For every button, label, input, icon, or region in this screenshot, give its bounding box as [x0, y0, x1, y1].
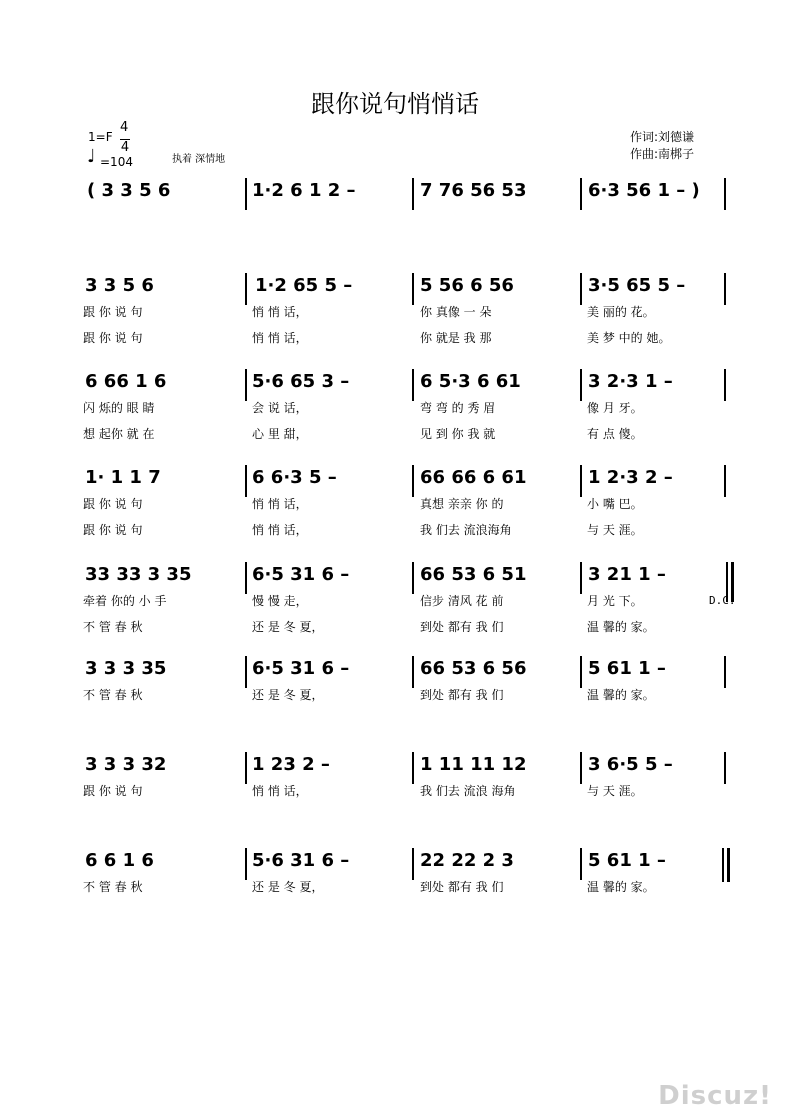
barline	[412, 369, 414, 401]
measure: 3 3 3 35	[85, 658, 167, 679]
measure: 3 6·5 5 –	[588, 754, 673, 775]
barline	[412, 656, 414, 688]
barline	[245, 369, 247, 401]
lyric: 美 梦 中的 她。	[587, 331, 671, 345]
lyric: 月 光 下。	[587, 594, 643, 608]
lyric: 闪 烁的 眼 睛	[83, 401, 155, 415]
lyric: 弯 弯 的 秀 眉	[420, 401, 496, 415]
time-numerator: 4	[120, 120, 129, 135]
measure: 7 76 56 53	[420, 180, 527, 201]
lyric: 到处 都有 我 们	[420, 688, 504, 702]
expression-mark: 执着 深情地	[172, 154, 226, 165]
lyric: 到处 都有 我 们	[420, 620, 504, 634]
measure: 33 33 3 35	[85, 564, 192, 585]
lyric: 到处 都有 我 们	[420, 880, 504, 894]
measure: 3 21 1 –	[588, 564, 666, 585]
lyric: 悄 悄 话，	[252, 523, 308, 537]
measure: 1·2 6 1 2 –	[252, 180, 356, 201]
lyric: 悄 悄 话，	[252, 305, 308, 319]
barline	[412, 562, 414, 594]
barline	[245, 752, 247, 784]
lyric: 牵着 你的 小 手	[83, 594, 167, 608]
final-barline	[727, 848, 730, 882]
barline	[580, 465, 582, 497]
measure: 6·3 56 1 – )	[588, 180, 700, 201]
lyric: 我 们去 流浪 海角	[420, 784, 516, 798]
final-barline	[722, 848, 724, 882]
lyric: 信步 清风 花 前	[420, 594, 504, 608]
lyric: 慢 慢 走，	[252, 594, 308, 608]
barline	[245, 656, 247, 688]
lyric: 跟 你 说 句	[83, 784, 143, 798]
lyric: 真想 亲亲 你 的	[420, 497, 504, 511]
lyric: 温 馨的 家。	[587, 688, 655, 702]
lyric: 跟 你 说 句	[83, 331, 143, 345]
lyric: 不 管 春 秋	[83, 880, 143, 894]
measure: 6 6·3 5 –	[252, 467, 337, 488]
barline	[724, 752, 726, 784]
barline	[724, 465, 726, 497]
lyric: 跟 你 说 句	[83, 497, 143, 511]
barline	[245, 465, 247, 497]
measure: 3 2·3 1 –	[588, 371, 673, 392]
key-signature: 1=F	[88, 130, 113, 144]
lyric: 见 到 你 我 就	[420, 427, 496, 441]
barline	[580, 178, 582, 210]
barline	[412, 465, 414, 497]
lyric: 悄 悄 话，	[252, 784, 308, 798]
barline	[412, 178, 414, 210]
measure: 3·5 65 5 –	[588, 275, 686, 296]
barline	[580, 848, 582, 880]
lyric: 美 丽的 花。	[587, 305, 655, 319]
lyric: 你 就是 我 那	[420, 331, 492, 345]
composer: 作曲:南梆子	[630, 147, 695, 161]
tempo: =104	[100, 155, 133, 169]
lyric: 小 嘴 巴。	[587, 497, 643, 511]
measure: 6 6 1 6	[85, 850, 154, 871]
measure: 1 11 11 12	[420, 754, 527, 775]
lyric: 还 是 冬 夏，	[252, 688, 324, 702]
barline	[724, 273, 726, 305]
lyric: 跟 你 说 句	[83, 523, 143, 537]
measure: 6 5·3 6 61	[420, 371, 521, 392]
lyric: 跟 你 说 句	[83, 305, 143, 319]
measure: 22 22 2 3	[420, 850, 514, 871]
measure: 66 66 6 61	[420, 467, 527, 488]
lyric: 悄 悄 话，	[252, 497, 308, 511]
barline	[245, 178, 247, 210]
lyric: 悄 悄 话，	[252, 331, 308, 345]
measure: 6·5 31 6 –	[252, 658, 350, 679]
page-title: 跟你说句悄悄话	[311, 90, 479, 118]
measure: 66 53 6 56	[420, 658, 527, 679]
barline	[412, 273, 414, 305]
lyric: 心 里 甜，	[252, 427, 308, 441]
lyric: 与 天 涯。	[587, 784, 643, 798]
measure: 1·2 65 5 –	[255, 275, 353, 296]
lyric: 与 天 涯。	[587, 523, 643, 537]
barline	[412, 848, 414, 880]
barline	[724, 656, 726, 688]
time-denominator: 4	[120, 140, 130, 155]
lyric: 不 管 春 秋	[83, 620, 143, 634]
lyric: 会 说 话，	[252, 401, 308, 415]
lyric: 还 是 冬 夏，	[252, 880, 324, 894]
barline	[245, 273, 247, 305]
barline	[724, 369, 726, 401]
barline	[724, 178, 726, 210]
measure: 6·5 31 6 –	[252, 564, 350, 585]
barline	[245, 562, 247, 594]
lyric: 有 点 傻。	[587, 427, 643, 441]
lyricist: 作词:刘德谦	[630, 130, 695, 144]
lyric: 温 馨的 家。	[587, 880, 655, 894]
barline	[580, 656, 582, 688]
barline	[412, 752, 414, 784]
barline	[245, 848, 247, 880]
measure: 3 3 3 32	[85, 754, 167, 775]
measure: 66 53 6 51	[420, 564, 527, 585]
measure: 1 23 2 –	[252, 754, 330, 775]
measure: 5 61 1 –	[588, 850, 666, 871]
measure: 5·6 31 6 –	[252, 850, 350, 871]
measure: ( 3 3 5 6	[87, 180, 171, 201]
lyric: 你 真像 一 朵	[420, 305, 492, 319]
measure: 5 61 1 –	[588, 658, 666, 679]
measure: 1· 1 1 7	[85, 467, 161, 488]
barline	[580, 562, 582, 594]
lyric: 想 起你 就 在	[83, 427, 155, 441]
lyric: 温 馨的 家。	[587, 620, 655, 634]
watermark-logo: Discuz!	[658, 1081, 772, 1111]
barline	[580, 752, 582, 784]
measure: 6 66 1 6	[85, 371, 167, 392]
measure: 5 56 6 56	[420, 275, 514, 296]
barline	[580, 273, 582, 305]
dc-mark: D.C.	[709, 594, 736, 607]
barline	[580, 369, 582, 401]
measure: 1 2·3 2 –	[588, 467, 673, 488]
quarter-note-icon: ♩	[87, 146, 96, 167]
lyric: 我 们去 流浪海角	[420, 523, 512, 537]
measure: 5·6 65 3 –	[252, 371, 350, 392]
lyric: 还 是 冬 夏，	[252, 620, 324, 634]
lyric: 不 管 春 秋	[83, 688, 143, 702]
measure: 3 3 5 6	[85, 275, 154, 296]
lyric: 像 月 牙。	[587, 401, 643, 415]
